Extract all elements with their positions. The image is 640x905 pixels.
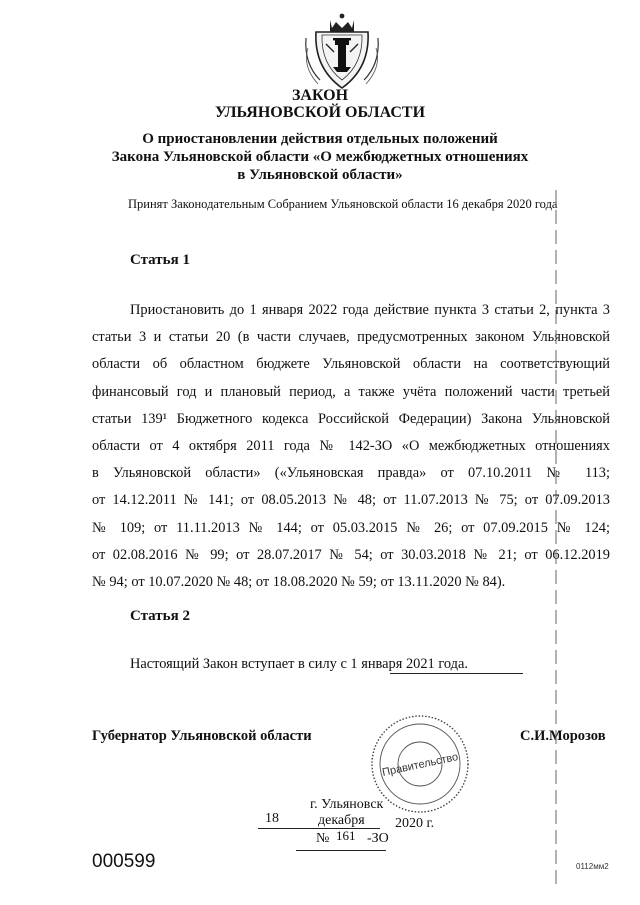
article-1-line: № 94; от 10.07.2020 № 48; от 18.08.2020 № 59; от 13.11.2020 № 84). <box>92 574 506 591</box>
underline-rule <box>390 673 523 674</box>
scan-margin-line <box>555 190 557 890</box>
article-1-line: от 14.12.2011 № 141; от 08.05.2013 № 48; от 11.07.2013 № 75; от 07.09.2013 <box>92 492 610 509</box>
adoption-note: Принят Законодательным Собранием Ульяновской области 16 декабря 2020 года <box>128 197 558 211</box>
subject-line-2: Закона Ульяновской области «О межбюджетных отношениях <box>111 149 529 165</box>
article-1-line: статьи 3 и статьи 20 (в части случаев, предусмотренных законом Ульяновской <box>92 329 610 346</box>
date-rule <box>258 828 380 829</box>
official-stamp <box>368 712 472 816</box>
article-1-line: финансовый год и плановый период, а также учёта положений части третьей <box>92 383 610 400</box>
number-rule <box>296 850 386 851</box>
stamp-text: Правительство <box>381 751 460 779</box>
law-title: ЗАКОН <box>291 87 349 104</box>
document-serial-number: 000599 <box>92 851 156 872</box>
governor-name: С.И.Морозов <box>520 728 606 744</box>
date-month: декабря <box>318 813 365 828</box>
law-number-suffix: -ЗО <box>367 831 389 846</box>
article-1-line: области об областном бюджете Ульяновской области на соответствующий <box>92 356 610 373</box>
article-1-heading: Статья 1 <box>130 252 190 268</box>
governor-position: Губернатор Ульяновской области <box>92 728 312 744</box>
city: г. Ульяновск <box>310 797 384 812</box>
subject-line-3: в Ульяновской области» <box>237 167 403 183</box>
coat-of-arms-emblem <box>300 8 384 94</box>
subject-line-1: О приостановлении действия отдельных положений <box>142 131 498 147</box>
region-title: УЛЬЯНОВСКОЙ ОБЛАСТИ <box>214 104 426 121</box>
article-1-line: № 109; от 11.11.2013 № 144; от 05.03.2015 № 26; от 07.09.2015 № 124; <box>92 519 610 536</box>
article-1-line: области от 4 октября 2011 года № 142-ЗО «О межбюджетных отношениях <box>92 438 610 455</box>
article-1-line: статьи 139¹ Бюджетного кодекса Российской Федерации) Закона Ульяновской <box>92 410 610 427</box>
law-number-value: 161 <box>336 828 356 843</box>
article-1-paragraph <box>92 297 610 596</box>
article-1-line: от 02.08.2016 № 99; от 28.07.2017 № 54; от 30.03.2018 № 21; от 06.12.2019 <box>92 546 610 563</box>
law-number-label: № <box>316 831 330 846</box>
date-day: 18 <box>265 811 279 826</box>
article-2-heading: Статья 2 <box>130 608 190 624</box>
article-2-text: Настоящий Закон вступает в силу с 1 января 2021 года. <box>130 656 468 672</box>
article-1-line: в Ульяновской области» («Ульяновская правда» от 07.10.2011 № 113; <box>92 465 610 482</box>
article-1-line: Приостановить до 1 января 2022 года действие пункта 3 статьи 2, пункта 3 <box>130 302 610 318</box>
date-year: 2020 г. <box>395 816 435 831</box>
footer-code: 0112мм2 <box>576 862 609 871</box>
